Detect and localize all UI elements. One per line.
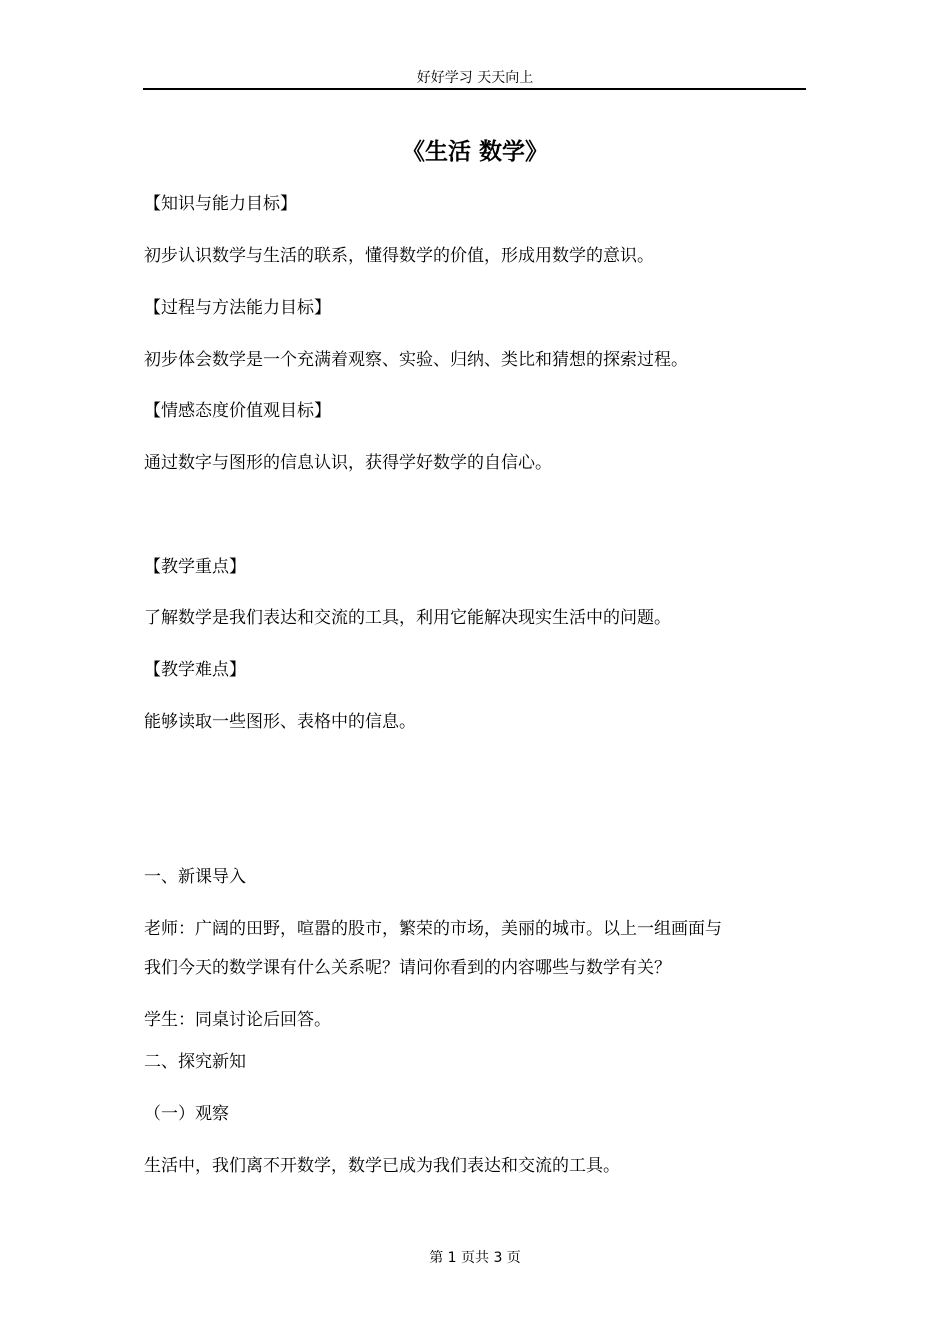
subsection-heading: （一）观察 <box>144 1104 229 1124</box>
header-text: 好好学习 天天向上 <box>416 70 534 86</box>
paragraph: 通过数字与图形的信息认识，获得学好数学的自信心。 <box>144 453 552 473</box>
paragraph: 能够读取一些图形、表格中的信息。 <box>144 712 416 732</box>
heading-knowledge-goal: 【知识与能力目标】 <box>144 194 297 214</box>
paragraph: 老师：广阔的田野，喧嚣的股市，繁荣的市场，美丽的城市。以上一组画面与 <box>144 919 722 939</box>
heading-attitude-goal: 【情感态度价值观目标】 <box>144 401 331 421</box>
page-footer: 第 1 页共 3 页 <box>429 1250 521 1266</box>
paragraph: 学生：同桌讨论后回答。 <box>144 1010 331 1030</box>
paragraph: 初步体会数学是一个充满着观察、实验、归纳、类比和猜想的探索过程。 <box>144 350 688 370</box>
heading-key-point: 【教学重点】 <box>144 557 246 577</box>
heading-process-goal: 【过程与方法能力目标】 <box>144 298 331 318</box>
section-heading: 二、探究新知 <box>144 1052 246 1072</box>
paragraph: 我们今天的数学课有什么关系呢？请问你看到的内容哪些与数学有关？ <box>144 958 671 978</box>
header-rule <box>143 88 806 90</box>
heading-difficulty: 【教学难点】 <box>144 660 246 680</box>
section-heading: 一、新课导入 <box>144 867 246 887</box>
paragraph: 了解数学是我们表达和交流的工具，利用它能解决现实生活中的问题。 <box>144 608 671 628</box>
document-title: 《生活 数学》 <box>401 139 548 165</box>
paragraph: 初步认识数学与生活的联系，懂得数学的价值，形成用数学的意识。 <box>144 246 654 266</box>
paragraph: 生活中，我们离不开数学，数学已成为我们表达和交流的工具。 <box>144 1156 620 1176</box>
